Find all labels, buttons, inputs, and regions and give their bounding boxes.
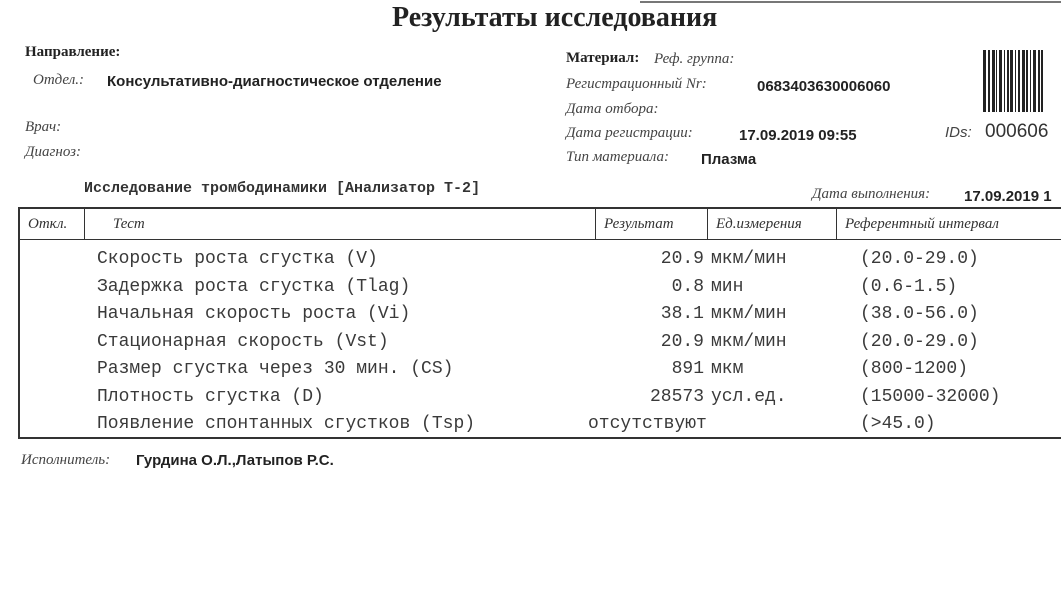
diagnosis-label: Диагноз: [25, 144, 81, 160]
column-header-reference: Референтный интервал [837, 208, 1061, 240]
reg-number-label: Регистрационный Nr: [566, 76, 707, 92]
column-header-deviation: Откл. [19, 208, 85, 240]
material-type-value: Плазма [701, 151, 757, 168]
unit-value: мкм/мин [711, 332, 787, 352]
unit-value: мин [711, 277, 744, 297]
table-row [0, 277, 1061, 304]
reference-value: (20.0-29.0) [860, 249, 979, 269]
performer-label: Исполнитель: [21, 452, 111, 468]
material-type-label: Тип материала: [566, 149, 670, 165]
reference-value: (800-1200) [860, 359, 969, 379]
test-name: Стационарная скорость (Vst) [97, 332, 389, 352]
ref-group-label: Реф. группа: [654, 51, 735, 67]
unit-value: мкм [711, 359, 744, 379]
department-label: Отдел.: [33, 72, 85, 88]
reference-value: (20.0-29.0) [860, 332, 979, 352]
table-row [0, 359, 1061, 386]
test-name: Начальная скорость роста (Vi) [97, 304, 411, 324]
completion-date-value: 17.09.2019 1 [964, 188, 1052, 205]
result-value: 20.9 [660, 249, 704, 269]
reg-number-value: 0683403630006060 [757, 78, 891, 95]
test-name: Размер сгустка через 30 мин. (CS) [97, 359, 454, 379]
unit-value: усл.ед. [711, 387, 787, 407]
test-name: Скорость роста сгустка (V) [97, 249, 378, 269]
column-header-test: Тест [85, 208, 596, 240]
unit-value: мкм/мин [711, 304, 787, 324]
reg-date-label: Дата регистрации: [566, 125, 693, 141]
result-value: 20.9 [660, 332, 704, 352]
sample-date-label: Дата отбора: [566, 101, 659, 117]
reg-date-value: 17.09.2019 09:55 [739, 127, 857, 144]
table-row [0, 249, 1061, 276]
completion-date-label: Дата выполнения: [812, 186, 931, 202]
reference-value: (>45.0) [860, 414, 936, 434]
ids-value: 000606 [985, 121, 1049, 142]
table-row [0, 387, 1061, 414]
test-name: Плотность сгустка (D) [97, 387, 324, 407]
study-name: Исследование тромбодинамики [Анализатор Т-2] [84, 180, 481, 197]
reference-value: (15000-32000) [860, 387, 1001, 407]
result-value: 38.1 [660, 304, 704, 324]
table-row [0, 304, 1061, 331]
table-header-row [19, 208, 1061, 240]
page-title: Результаты исследования [392, 2, 718, 33]
barcode-icon [983, 50, 1061, 112]
column-header-result: Результат [596, 208, 708, 240]
result-value: 0.8 [671, 277, 704, 297]
referral-heading: Направление: [25, 44, 121, 60]
reference-value: (0.6-1.5) [860, 277, 958, 297]
reference-value: (38.0-56.0) [860, 304, 979, 324]
test-name: Задержка роста сгустка (Tlag) [97, 277, 411, 297]
table-row [0, 414, 1061, 441]
test-name: Появление спонтанных сгустков (Tsp) [97, 414, 476, 434]
doctor-label: Врач: [25, 119, 62, 135]
unit-value: мкм/мин [711, 249, 787, 269]
column-header-unit: Ед.измерения [708, 208, 837, 240]
department-value: Консультативно-диагностическое отделение [107, 73, 442, 90]
material-heading: Материал: [566, 50, 640, 66]
result-value: 891 [671, 359, 704, 379]
result-value: 28573 [649, 387, 704, 407]
result-value: отсутствуют [588, 414, 707, 434]
performer-value: Гурдина О.Л.,Латыпов Р.С. [136, 452, 334, 469]
table-row [0, 332, 1061, 359]
ids-label: IDs: [945, 124, 972, 141]
